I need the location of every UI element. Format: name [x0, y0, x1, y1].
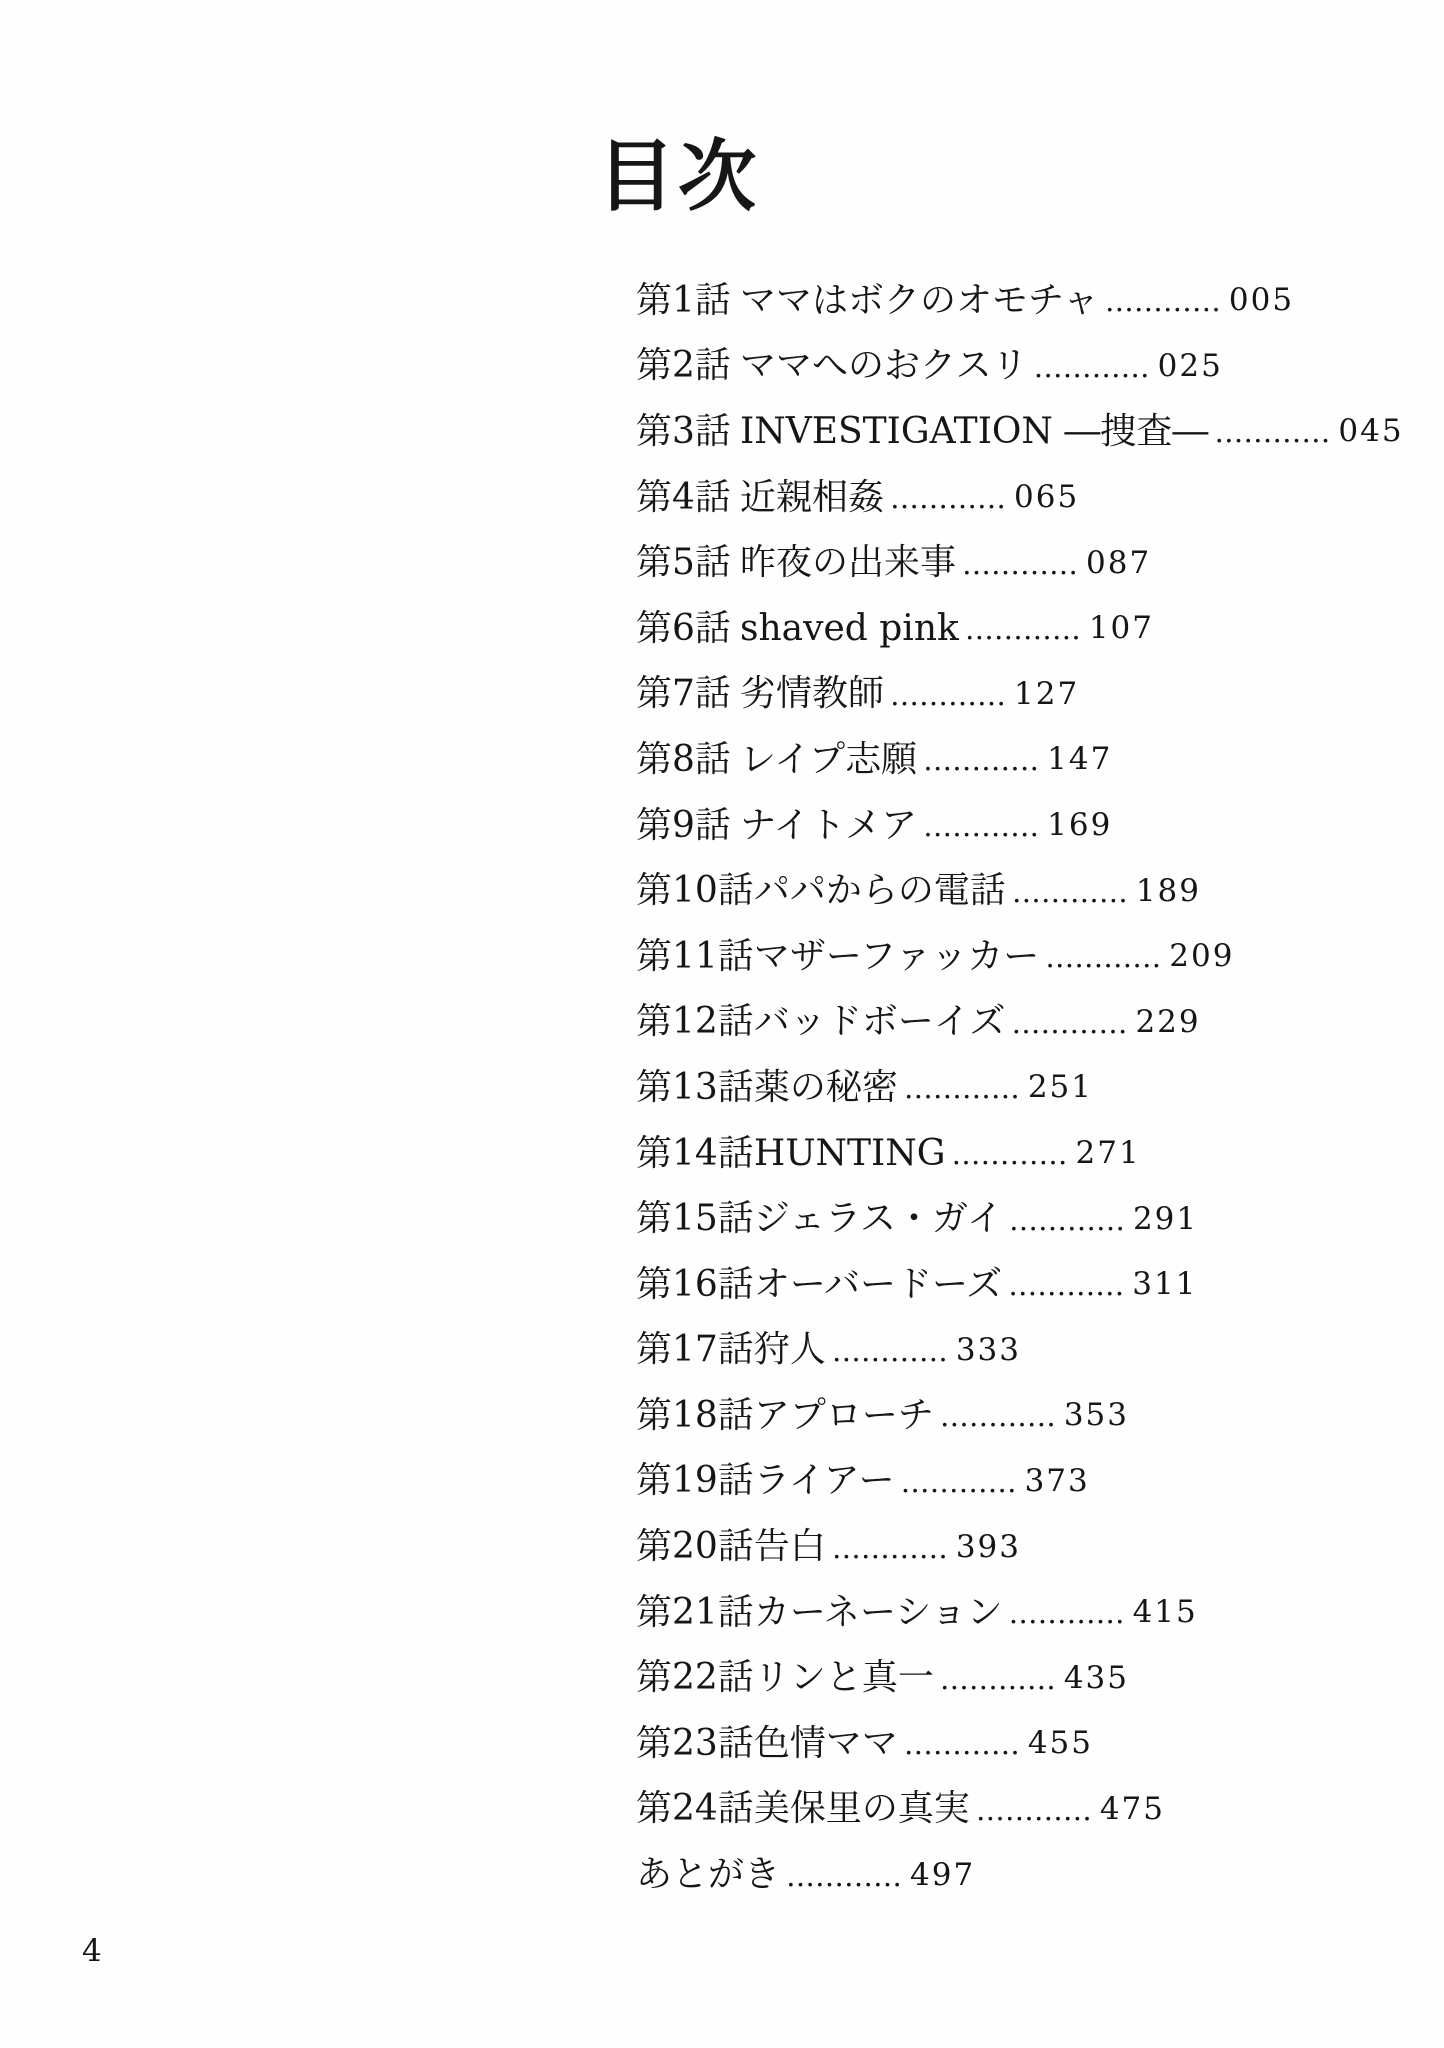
chapter-title: オーバードーズ: [753, 1263, 1003, 1305]
dot-leader: …………: [939, 1399, 1056, 1434]
chapter-page-number: 393: [955, 1528, 1021, 1565]
chapter-label: 第8話: [636, 738, 731, 780]
chapter-label: 第3話: [636, 410, 731, 452]
chapter-page-number: 025: [1157, 347, 1223, 384]
dot-leader: …………: [786, 1858, 903, 1893]
chapter-page-number: 065: [1014, 479, 1080, 516]
dot-leader: …………: [962, 546, 1079, 581]
toc-entry: [636, 858, 1404, 924]
chapter-page-number: 147: [1047, 741, 1113, 778]
toc-entry: [636, 990, 1404, 1056]
chapter-title: パパからの電話: [753, 870, 1006, 912]
dot-leader: …………: [1104, 284, 1221, 319]
toc-entry: [636, 1711, 1404, 1777]
chapter-page-number: 107: [1088, 610, 1154, 647]
dot-leader: …………: [1214, 415, 1331, 450]
toc-entry: [636, 1449, 1404, 1515]
chapter-page-number: 169: [1047, 807, 1113, 844]
chapter-page-number: 189: [1135, 872, 1201, 909]
toc-entry: [636, 793, 1404, 859]
chapter-label: 第13話: [636, 1066, 754, 1108]
chapter-label: 第18話: [636, 1394, 754, 1436]
toc-entry: [636, 1383, 1404, 1449]
dot-leader: …………: [1008, 1596, 1125, 1631]
chapter-page-number: 209: [1169, 938, 1235, 975]
toc-entry: [636, 530, 1404, 596]
toc-entry: [636, 596, 1404, 662]
chapter-title: 昨夜の出来事: [740, 542, 957, 584]
toc-entry: [636, 1514, 1404, 1580]
dot-leader: …………: [1008, 1202, 1125, 1237]
chapter-label: 第10話: [636, 870, 754, 912]
chapter-title: ママへのおクスリ: [740, 345, 1028, 387]
dot-leader: …………: [1033, 349, 1150, 384]
chapter-title: 狩人: [753, 1329, 826, 1371]
chapter-page-number: 353: [1063, 1397, 1129, 1434]
dot-leader: …………: [903, 1071, 1020, 1106]
dot-leader: …………: [831, 1530, 948, 1565]
chapter-title: カーネーション: [753, 1591, 1003, 1633]
toc-entry: [636, 399, 1404, 465]
chapter-title: 美保里の真実: [753, 1788, 970, 1830]
toc-entry: [636, 1645, 1404, 1711]
toc-entry: [636, 662, 1404, 728]
chapter-title: shaved pink: [740, 607, 959, 649]
dot-leader: …………: [923, 743, 1040, 778]
chapter-title: ライアー: [753, 1460, 895, 1502]
chapter-label: 第23話: [636, 1722, 754, 1764]
chapter-page-number: 435: [1063, 1659, 1129, 1696]
dot-leader: …………: [939, 1661, 1056, 1696]
toc-entry: [636, 1055, 1404, 1121]
toc-entry: [636, 268, 1404, 334]
chapter-page-number: 291: [1132, 1200, 1199, 1237]
chapter-title: 薬の秘密: [753, 1066, 898, 1108]
chapter-title: INVESTIGATION ―捜査―: [740, 410, 1209, 452]
toc-entry: [636, 1777, 1404, 1843]
chapter-page-number: 415: [1132, 1594, 1198, 1631]
toc-entry: [636, 1252, 1404, 1318]
chapter-label: 第20話: [636, 1526, 754, 1568]
chapter-page-number: 475: [1099, 1790, 1165, 1827]
dot-leader: …………: [1008, 1268, 1125, 1303]
chapter-title: ジェラス・ガイ: [753, 1198, 1003, 1240]
chapter-label: 第12話: [636, 1001, 754, 1043]
chapter-label: 第15話: [636, 1198, 754, 1240]
chapter-label: 第16話: [636, 1263, 754, 1305]
chapter-page-number: 373: [1024, 1462, 1090, 1499]
chapter-title: ママはボクのオモチャ: [740, 279, 1099, 321]
chapter-label: 第6話: [636, 607, 731, 649]
chapter-label: 第24話: [636, 1788, 754, 1830]
dot-leader: …………: [890, 481, 1007, 516]
dot-leader: …………: [903, 1727, 1020, 1762]
page-number: 4: [82, 1933, 102, 1969]
toc-entry: [636, 924, 1404, 990]
chapter-label: 第17話: [636, 1329, 754, 1371]
chapter-title: 近親相姦: [740, 476, 885, 518]
toc-entry: [636, 1121, 1404, 1187]
chapter-label: 第22話: [636, 1657, 754, 1699]
chapter-title: 色情ママ: [753, 1722, 898, 1764]
chapter-title: ナイトメア: [740, 804, 918, 846]
chapter-page-number: 271: [1075, 1135, 1141, 1172]
dot-leader: …………: [975, 1792, 1092, 1827]
dot-leader: …………: [900, 1464, 1017, 1499]
chapter-title: バッドボーイズ: [753, 1001, 1006, 1043]
chapter-label: 第21話: [636, 1591, 754, 1633]
chapter-label: 第4話: [636, 476, 731, 518]
chapter-page-number: 087: [1086, 544, 1152, 581]
dot-leader: …………: [964, 612, 1081, 647]
chapter-title: マザーファッカー: [753, 935, 1040, 977]
dot-leader: …………: [890, 677, 1007, 712]
chapter-page-number: 497: [910, 1856, 976, 1893]
toc-entry: [636, 1842, 1404, 1908]
chapter-page-number: 045: [1338, 413, 1404, 450]
toc-entry: [636, 1318, 1404, 1384]
toc-list: [636, 268, 1404, 1908]
chapter-page-number: 455: [1027, 1725, 1093, 1762]
chapter-page-number: 005: [1228, 282, 1295, 319]
page-title: 目次: [597, 131, 760, 222]
toc-entry: [636, 465, 1404, 531]
toc-entry: [636, 334, 1404, 400]
dot-leader: …………: [923, 809, 1040, 844]
chapter-title: HUNTING: [753, 1132, 946, 1174]
chapter-title: レイプ志願: [740, 738, 918, 780]
chapter-title: 劣情教師: [740, 673, 885, 715]
chapter-label: 第19話: [636, 1460, 754, 1502]
toc-entry: [636, 1186, 1404, 1252]
dot-leader: …………: [951, 1137, 1068, 1172]
toc-entry: [636, 1580, 1404, 1646]
dot-leader: …………: [1011, 874, 1128, 909]
chapter-page-number: 229: [1135, 1003, 1201, 1040]
chapter-label: 第1話: [636, 279, 731, 321]
dot-leader: …………: [831, 1333, 948, 1368]
chapter-label: 第11話: [636, 935, 754, 977]
chapter-label: 第14話: [636, 1132, 754, 1174]
chapter-label: 第9話: [636, 804, 731, 846]
chapter-page-number: 251: [1027, 1069, 1093, 1106]
chapter-page-number: 127: [1014, 675, 1080, 712]
chapter-title: アプローチ: [753, 1394, 934, 1436]
chapter-page-number: 311: [1132, 1266, 1198, 1303]
chapter-label: 第7話: [636, 673, 731, 715]
chapter-label: 第2話: [636, 345, 731, 387]
chapter-page-number: 333: [955, 1331, 1021, 1368]
dot-leader: …………: [1045, 940, 1162, 975]
chapter-title: 告白: [753, 1526, 826, 1568]
chapter-title: あとがき: [636, 1854, 781, 1896]
chapter-label: 第5話: [636, 542, 731, 584]
chapter-title: リンと真一: [753, 1657, 934, 1699]
toc-entry: [636, 727, 1404, 793]
dot-leader: …………: [1011, 1005, 1128, 1040]
